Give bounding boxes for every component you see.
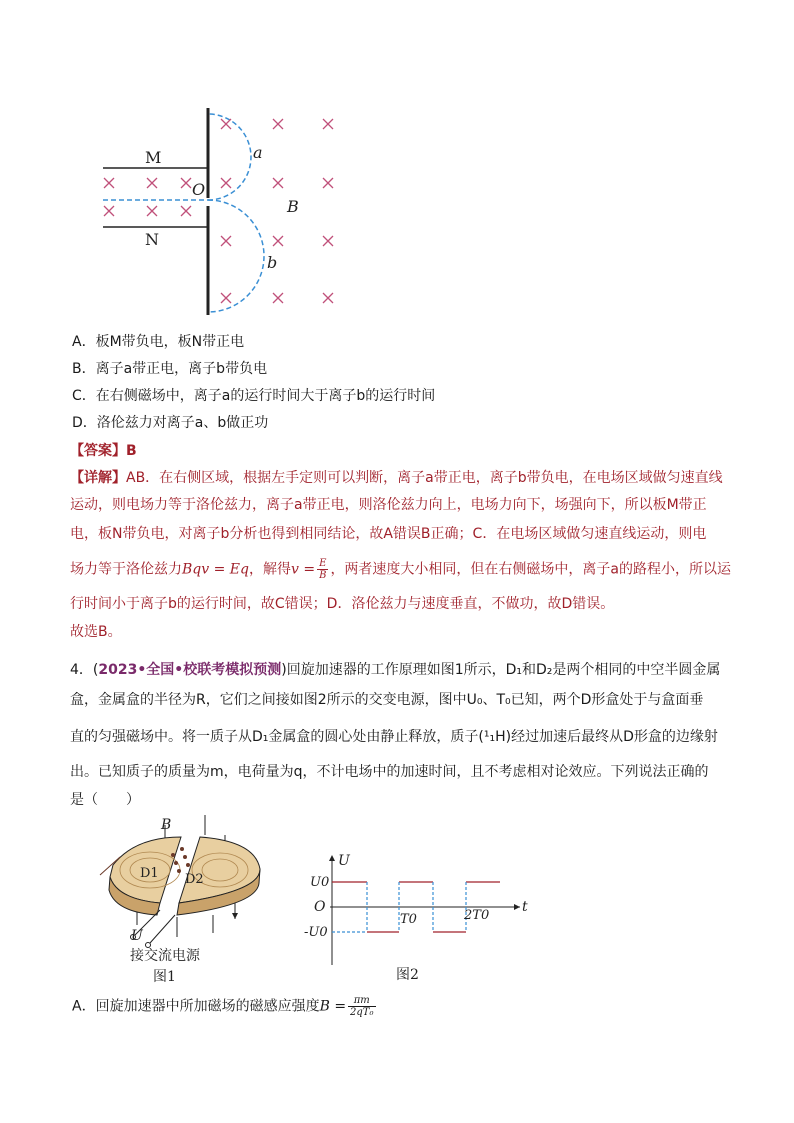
fig1-caption-source: 接交流电源 [130, 948, 200, 964]
label-B: B [287, 197, 299, 216]
detail-line-3: 电，板N带负电，对离子b分析也得到相同结论，故A错误B正确；C．在电场区域做匀速直线运动，则电 [70, 526, 707, 542]
figure-cyclotron [95, 815, 285, 990]
detail-line-4 [70, 558, 731, 581]
q4-option-a-eq: B = [319, 998, 347, 1015]
fraction-pim-over-2qt0: $\frac{\pi m}{\text{2qT₀}}$ [350, 995, 374, 1018]
fig1-label-D1: D1 [140, 866, 159, 881]
q4-option-a [72, 995, 378, 1018]
conclusion: 故选B。 [70, 624, 122, 640]
fig2-axis-t: t [522, 899, 528, 915]
option-c: C．在右侧磁场中，离子a的运行时间大于离子b的运行时间 [72, 388, 436, 404]
label-a: a [253, 143, 263, 162]
detail-line-5: 行时间小于离子b的运行时间，故C错误；D．洛伦兹力与速度垂直，不做功，故D错误。 [70, 596, 615, 612]
figure-velocity-selector [95, 100, 355, 320]
detail-eq-v: v = [290, 561, 316, 578]
trajectory-b [208, 200, 264, 312]
q4-line-3: 直的匀强磁场中。将一质子从D₁金属盒的圆心处由静止释放，质子(¹₁H)经过加速后最终从D形盒的边缘射 [70, 729, 718, 745]
answer-label: 【答案】 [70, 443, 126, 459]
fraction-e-over-b: $\frac{E}{B}$ [319, 558, 327, 581]
detail-text-4a: 场力等于洛伦兹力 [70, 561, 182, 578]
detail-eq-bqv: Bqv = Eq [182, 561, 249, 578]
label-N: N [145, 230, 159, 249]
q4-source: 2023•全国•校联考模拟预测 [98, 662, 282, 678]
fig1-label-U: U [131, 928, 143, 944]
q4-line-1 [70, 660, 720, 680]
detail-text-4c: ，两者速度大小相同，但在右侧磁场中，离子a的路程小，所以运 [330, 561, 732, 578]
q4-number: 4．( [70, 662, 99, 678]
fig1-label-D2: D2 [185, 872, 204, 887]
q4-text-1: )回旋加速器的工作原理如图1所示，D₁和D₂是两个相同的中空半圆金属 [281, 662, 721, 678]
label-b: b [267, 253, 278, 272]
answer-value: B [126, 443, 137, 459]
option-b: B．离子a带正电，离子b带负电 [72, 361, 268, 377]
fig2-label-O: O [314, 899, 326, 915]
q4-line-5: 是（ ） [70, 792, 140, 808]
fig2-label-U0: U0 [310, 875, 330, 890]
option-d: D．洛伦兹力对离子a、b做正功 [72, 415, 269, 431]
detail-text-4b: ，解得 [248, 561, 291, 578]
fig2-label-T0: T0 [400, 912, 417, 927]
option-a: A．板M带负电，板N带正电 [72, 334, 245, 350]
figure-square-wave [300, 845, 540, 985]
detail-text-1: AB．在右侧区域，根据左手定则可以判断，离子a带正电，离子b带负电，在电场区域做匀速直线 [126, 470, 723, 486]
label-M: M [145, 148, 162, 167]
q4-option-a-text: A．回旋加速器中所加磁场的磁感应强度 [72, 998, 320, 1015]
fig2-label-negU0: -U0 [304, 925, 328, 940]
fig2-label-2T0: 2T0 [464, 908, 490, 923]
fig1-label-B: B [161, 817, 172, 833]
detail-line-2: 运动，则电场力等于洛伦兹力，离子a带正电，则洛伦兹力向上，电场力向下，场强向下，所以板M带正 [70, 497, 707, 513]
q4-line-2: 盒，金属盒的半径为R，它们之间接如图2所示的交变电源，图中U₀、T₀已知，两个D形盒处于与盒面垂 [70, 692, 704, 708]
detail-line-1 [70, 468, 723, 488]
fig1-caption: 图1 [153, 969, 176, 985]
fig2-caption: 图2 [396, 967, 419, 983]
answer-line [70, 441, 137, 461]
q4-line-4: 出。已知质子的质量为m，电荷量为q，不计电场中的加速时间，且不考虑相对论效应。下列说法正确的 [70, 764, 709, 780]
detail-label: 【详解】 [70, 470, 126, 486]
label-O: O [192, 180, 206, 199]
fig2-axis-U: U [338, 853, 350, 869]
